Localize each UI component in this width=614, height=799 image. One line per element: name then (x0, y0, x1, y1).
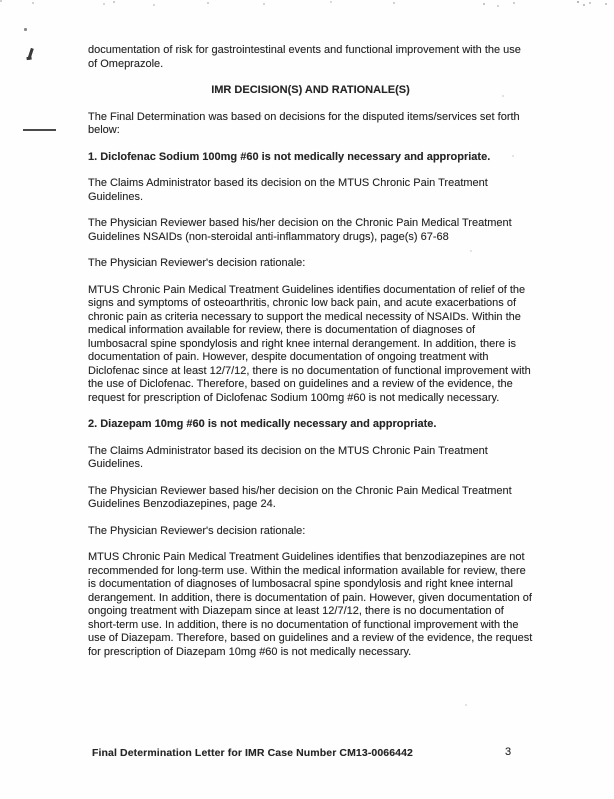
footer-case-label: Final Determination Letter for IMR Case Number CM13-0066442 (92, 747, 413, 759)
letter-body (88, 44, 533, 672)
scan-noise-specks (0, 0, 2, 2)
item-2-claims-admin: The Claims Administrator based its decision on the MTUS Chronic Pain Treatment Guidelines. (88, 444, 488, 470)
item-2-title: 2. Diazepam 10mg #60 is not medically necessary and appropriate. (88, 418, 437, 430)
scan-speck (24, 28, 27, 31)
item-1-rationale: MTUS Chronic Pain Medical Treatment Guidelines identifies documentation of relief of the signs and symptoms of osteoarthritis, chronic low back pain, and acute exacerbations of chronic pain as criteria necessary to support the medical necessity of NSAIDs. Within the medical information available for review, there is documentation of diagnoses of lumbosacral spine spondylosis and right knee internal derangement. In addition, there is documentation of pain. However, despite documentation of ongoing treatment with Diclofenac since at least 12/7/12, there is no documentation of functional improvement with the use of Diclofenac. Therefore, based on guidelines and a review of the evidence, the request for prescription of Diclofenac Sodium 100mg #60 is not medically necessary. (88, 283, 531, 404)
item-2-rationale-label: The Physician Reviewer's decision rationale: (88, 524, 306, 537)
item-1-title: 1. Diclofenac Sodium 100mg #60 is not medically necessary and appropriate. (88, 150, 491, 163)
item-2-rationale: MTUS Chronic Pain Medical Treatment Guidelines identifies that benzodiazepines are not recommended for long-term use. Within the medical information available for review, there is documentation of diagnoses of lumbosacral spine spondylosis and right knee internal derangement. In addition, there is documentation of pain. However, given documentation of ongoing treatment with Diazepam since at least 12/7/12, there is no documentation of short-term use. In addition, there is no documentation of functional improvement with the use of Diazepam. Therefore, based on guidelines and a review of the evidence, the request for prescription of Diazepam 10mg #60 is not medically necessary. (88, 551, 533, 658)
margin-dash-mark (23, 129, 56, 131)
item-1-physician-basis: The Physician Reviewer based his/her decision on the Chronic Pain Medical Treatment Guidelines NSAIDs (non-steroidal anti-inflammatory drugs), page(s) 67-68 (88, 217, 512, 243)
item-1-rationale-label: The Physician Reviewer's decision rationale: (88, 257, 306, 269)
page-number: 3 (505, 746, 512, 758)
determination-intro: The Final Determination was based on decisions for the disputed items/services set forth below: (88, 110, 520, 136)
section-heading: IMR DECISION(S) AND RATIONALE(S) (211, 84, 410, 96)
intro-paragraph: documentation of risk for gastrointestinal events and functional improvement with the use of Omeprazole. (88, 44, 521, 70)
item-1-claims-admin: The Claims Administrator based its decision on the MTUS Chronic Pain Treatment Guidelines. (88, 177, 488, 203)
item-2-physician-basis: The Physician Reviewer based his/her decision on the Chronic Pain Medical Treatment Guidelines Benzodiazepines, page 24. (88, 484, 512, 510)
pen-mark (27, 48, 33, 60)
